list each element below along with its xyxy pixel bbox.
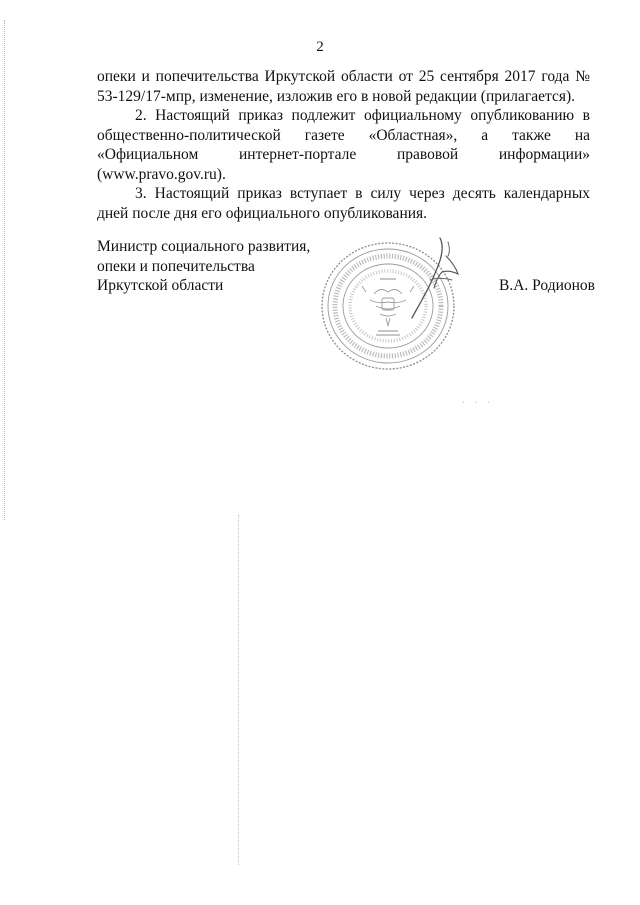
signatory-name: В.А. Родионов	[499, 277, 595, 294]
signatory-position-line: Министр социального развития,	[97, 238, 311, 255]
paragraph-continuation: опеки и попечительства Иркутской области от 25 сентября 2017 года № 53-129/17-мпр, изменение, изложив его в новой редакции (прилагается).	[97, 68, 590, 105]
handwritten-signature-icon	[400, 234, 470, 324]
signatory-position-line: опеки и попечительства	[97, 257, 255, 275]
paragraph-effective-date: 3. Настоящий приказ вступает в силу через десять календарных дней после дня его официального опубликования.	[97, 185, 590, 222]
page-number: 2	[316, 39, 324, 55]
scan-margin-marks	[4, 20, 7, 520]
document-body	[97, 67, 590, 223]
scan-artifact: · · ·	[462, 398, 494, 407]
scan-fold-line	[238, 515, 240, 865]
signatory-position-line: Иркутской области	[97, 277, 224, 294]
paragraph-publication: 2. Настоящий приказ подлежит официальному опубликованию в общественно-политической газете «Областная», а также на «Официальном интернет-портале правовой информации» (www.pravo.gov.ru).	[97, 107, 590, 183]
